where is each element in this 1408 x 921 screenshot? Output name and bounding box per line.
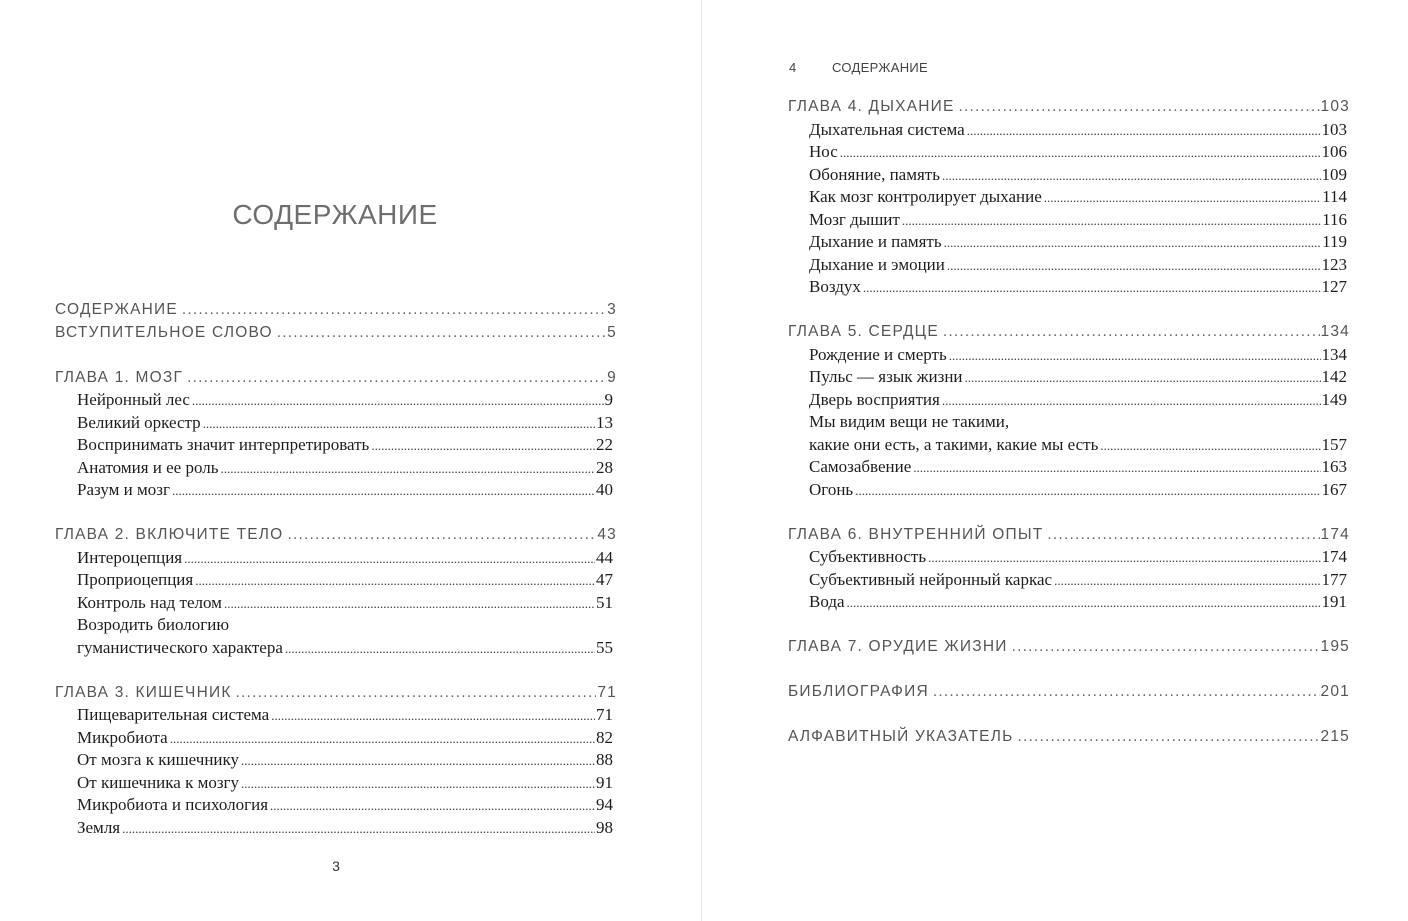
toc-entry-label: Дверь восприятия [809,389,940,409]
toc-section-entry [788,119,1350,142]
toc-entry-label: ВСТУПИТЕЛЬНОЕ СЛОВО [55,323,273,341]
dot-leader [943,321,1320,344]
toc-section-entry [55,592,617,615]
dot-leader [271,705,595,728]
toc-entry-page: 91 [596,772,613,792]
toc-entry-page: 55 [596,637,613,657]
toc-entry-page: 13 [596,412,613,432]
toc-entry-page: 174 [1320,525,1350,543]
toc-chapter-heading [788,321,1350,344]
toc-entry-label: От мозга к кишечнику [77,750,240,769]
dot-leader [170,728,595,751]
toc-entry-page: 134 [1320,323,1350,340]
toc-chapter-heading [55,367,617,390]
toc-entry-label: Великий оркестр [77,412,201,432]
dot-leader [224,593,595,616]
toc-section-entry [788,344,1350,367]
toc-section-entry [55,389,617,412]
toc-entry-label: ГЛАВА 6. ВНУТРЕННИЙ ОПЫТ [788,525,1044,543]
toc-entry-page: 71 [596,705,613,724]
dot-leader [902,210,1321,233]
toc-section-entry [788,569,1350,592]
dot-leader [942,390,1321,413]
dot-leader [944,232,1322,255]
dot-leader [855,480,1320,503]
dot-leader [1054,570,1320,593]
toc-section-entry [55,772,617,795]
toc-entry-page: 44 [596,547,613,567]
toc-entry-label: Огонь [809,479,854,499]
toc-entry-page: 47 [596,570,613,589]
dot-leader [965,367,1321,390]
toc-entry-page: 71 [597,683,617,701]
toc-chapter-heading [788,636,1350,659]
toc-section-entry [55,704,617,727]
dot-leader [1017,726,1319,749]
dot-leader [203,413,595,436]
toc-entry-page: 134 [1321,344,1347,364]
toc-section-entry [788,389,1350,412]
toc-entry-page: 88 [596,750,613,769]
dot-leader [949,345,1321,368]
toc-entry-label: СОДЕРЖАНИЕ [55,301,178,318]
dot-leader [967,120,1321,143]
dot-leader [913,457,1320,480]
toc-entry-label: Как мозг контролирует дыхание [809,187,1042,206]
toc-section-entry [55,412,617,435]
left-page [0,0,701,921]
dot-leader [942,165,1321,188]
toc-section-entry [788,434,1350,457]
dot-leader [1100,435,1320,458]
toc-entry-label: какие они есть, а такими, какие мы есть [809,434,1099,454]
toc-entry-page: 127 [1321,277,1347,296]
dot-leader [182,299,606,322]
toc-entry-label: ГЛАВА 3. КИШЕЧНИК [55,683,232,701]
toc-entry-page: 191 [1321,592,1347,611]
toc-entry-label: Воспринимать значит интерпретировать [77,435,370,454]
toc-entry-page: 167 [1321,479,1347,499]
dot-leader [241,750,595,773]
toc-section-entry [55,479,617,502]
toc-section-entry [788,366,1350,389]
dot-leader [371,435,595,458]
running-head-title: СОДЕРЖАНИЕ [832,60,929,75]
toc-section-entry [55,434,617,457]
toc-section-entry [788,164,1350,187]
dot-leader [1044,187,1321,210]
toc-section-entry-first-line [55,614,617,637]
toc-entry-label: Мы видим вещи не такими, [809,412,1010,431]
toc-section-entry [55,749,617,772]
toc-entry-label: Воздух [809,277,861,296]
toc-entry-label: Микробиота [77,727,168,747]
toc-entry-label: Земля [77,817,121,837]
toc-section-entry [788,254,1350,277]
toc-entry-page: 103 [1321,119,1347,139]
toc-entry-label: Пульс — язык жизни [809,367,963,386]
toc-entry-page: 116 [1322,209,1347,229]
toc-section-entry [55,457,617,480]
toc-entry-label: Интероцепция [77,547,183,567]
dot-leader [270,795,595,818]
toc-entry-label: От кишечника к мозгу [77,772,240,792]
dot-leader [221,458,596,481]
toc-entry-label: Самозабвение [809,457,912,476]
toc-entry-page: 98 [596,817,613,837]
toc-entry-label: Возродить биологию [77,615,230,634]
toc-section-entry [55,637,617,660]
toc-section-entry [788,456,1350,479]
running-head-page-number: 4 [789,60,797,75]
toc-chapter-heading [788,524,1350,547]
toc-left-column [55,299,617,839]
toc-entry-label: Нейронный лес [77,390,190,409]
toc-section-entry-first-line [788,411,1350,434]
page-number: 3 [332,858,340,874]
toc-entry-page: 22 [596,435,613,454]
dot-leader [959,96,1320,119]
toc-entry-page: 103 [1320,98,1350,115]
toc-entry-page: 149 [1321,389,1347,409]
toc-section-entry [55,727,617,750]
toc-entry-label: Контроль над телом [77,592,222,612]
dot-leader [192,390,604,413]
toc-entry-label: Нос [809,142,838,161]
toc-section-entry [788,591,1350,614]
toc-back-matter-entry [788,726,1350,749]
toc-entry-page: 215 [1320,728,1350,745]
toc-entry-page: 106 [1321,142,1347,161]
toc-entry-page: 142 [1321,367,1347,386]
toc-chapter-heading [788,96,1350,119]
toc-entry-label: Дыхание и эмоции [809,254,945,274]
toc-entry-page: 5 [607,323,617,341]
toc-entry-label: Разум и мозг [77,480,170,499]
toc-section-entry [55,794,617,817]
dot-leader [1012,636,1320,659]
dot-leader [195,570,595,593]
toc-entry-label: Субъективность [809,547,927,566]
dot-leader [863,277,1321,300]
toc-entry-label: ГЛАВА 1. МОЗГ [55,368,184,386]
dot-leader [847,592,1321,615]
toc-entry-label: БИБЛИОГРАФИЯ [788,683,929,700]
dot-leader [287,524,596,547]
toc-entry-page: 9 [604,390,613,409]
toc-entry-page: 119 [1322,232,1347,251]
toc-entry-page: 157 [1321,434,1347,454]
toc-section-entry [788,231,1350,254]
toc-entry-label: Мозг дышит [809,209,900,229]
dot-leader [241,773,595,796]
toc-entry-label: Дыхательная система [809,119,965,139]
toc-entry-label: Обоняние, память [809,164,940,184]
toc-back-matter-entry [788,681,1350,704]
toc-section-entry [788,209,1350,232]
toc-entry-page: 114 [1322,187,1347,206]
toc-entry-page: 174 [1321,547,1347,566]
toc-section-entry [788,186,1350,209]
toc-entry-label: ГЛАВА 5. СЕРДЦЕ [788,323,939,340]
dot-leader [285,638,595,661]
toc-chapter-heading [55,682,617,705]
toc-entry-page: 94 [596,795,613,814]
toc-section-entry [788,479,1350,502]
toc-entry-label: Микробиота и психология [77,795,269,814]
toc-entry-label: ГЛАВА 7. ОРУДИЕ ЖИЗНИ [788,638,1008,655]
toc-chapter-heading [55,524,617,547]
toc-title: СОДЕРЖАНИЕ [232,199,438,230]
dot-leader [840,142,1321,165]
toc-entry-page: 40 [596,480,613,499]
dot-leader [236,682,597,705]
toc-entry-page: 177 [1321,569,1347,589]
toc-entry-label: Проприоцепция [77,570,194,589]
dot-leader [928,547,1320,570]
toc-entry-label: ГЛАВА 4. ДЫХАНИЕ [788,98,955,115]
toc-entry-label: Вода [809,592,845,611]
dot-leader [933,681,1320,704]
toc-entry-page: 195 [1320,638,1350,655]
toc-section-entry [788,276,1350,299]
toc-section-entry [55,547,617,570]
toc-entry-label: Пищеварительная система [77,705,270,724]
toc-entry-page: 201 [1320,683,1350,700]
toc-entry-label: Дыхание и память [809,232,942,251]
toc-entry-label: АЛФАВИТНЫЙ УКАЗАТЕЛЬ [788,728,1014,745]
toc-entry-page: 51 [596,592,613,612]
dot-leader [1047,524,1319,547]
toc-right-column [788,96,1350,749]
dot-leader [277,322,606,345]
toc-front-matter-entry [55,299,617,322]
right-page [702,0,1408,921]
toc-entry-page: 123 [1321,254,1347,274]
toc-entry-page: 9 [607,368,617,386]
toc-entry-label: Анатомия и ее роль [77,457,219,477]
toc-entry-label: ГЛАВА 2. ВКЛЮЧИТЕ ТЕЛО [55,526,284,543]
toc-section-entry [788,546,1350,569]
toc-entry-page: 82 [596,727,613,747]
dot-leader [184,548,595,571]
toc-entry-page: 3 [607,301,617,318]
dot-leader [122,818,595,841]
toc-front-matter-entry [55,322,617,345]
dot-leader [172,480,595,503]
toc-section-entry [788,141,1350,164]
dot-leader [947,255,1321,278]
toc-entry-label: Рождение и смерть [809,344,947,364]
toc-entry-label: гуманистического характера [77,637,283,657]
toc-entry-page: 109 [1321,164,1347,184]
toc-entry-label: Субъективный нейронный каркас [809,569,1053,589]
toc-entry-page: 43 [597,526,617,543]
toc-section-entry [55,569,617,592]
dot-leader [187,367,606,390]
toc-entry-page: 163 [1321,457,1347,476]
toc-section-entry [55,817,617,840]
toc-entry-page: 28 [596,457,613,477]
